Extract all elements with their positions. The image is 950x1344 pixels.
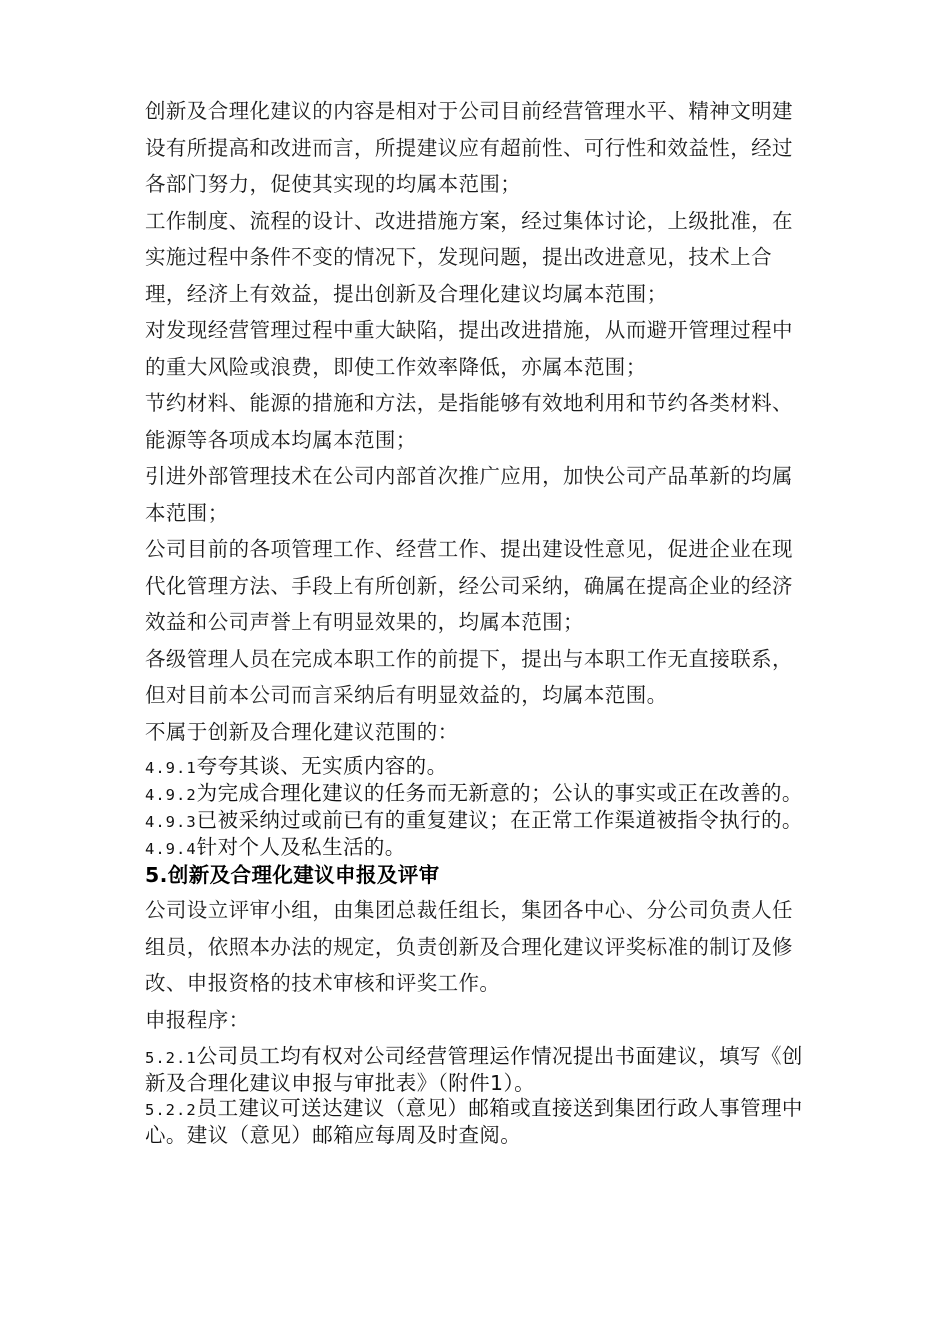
list-item [145,1044,813,1096]
exclusion-list [145,754,813,862]
item-number: 4.9.1 [145,759,197,777]
paragraph-procedure-intro: 申报程序： [145,1007,250,1032]
paragraph-external-tech: 引进外部管理技术在公司内部首次推广应用，加快公司产品革新的均属本范围； [145,464,793,525]
item-text: 夸夸其谈、无实质内容的。 [196,754,448,778]
document-body [145,93,813,1148]
list-item [145,754,813,781]
item-number: 5.2.1 [145,1049,197,1067]
list-item [145,1096,813,1148]
item-number: 4.9.2 [145,786,197,804]
item-text: 公司员工均有权对公司经营管理运作情况提出书面建议，填写《创新及合理化建议申报与审批表》（附件1）。 [145,1044,803,1095]
paragraph-review-team: 公司设立评审小组，由集团总裁任组长，集团各中心、分公司负责人任组员，依照本办法的规定，负责创新及合理化建议评奖标准的制订及修改、申报资格的技术审核和评奖工作。 [145,898,793,995]
paragraph-exclusions-intro: 不属于创新及合理化建议范围的： [145,719,459,744]
paragraph-saving-materials: 节约材料、能源的措施和方法，是指能够有效地利用和节约各类材料、能源等各项成本均属本范围； [145,391,793,452]
item-number: 5.2.2 [145,1101,197,1119]
list-item [145,835,813,862]
item-number: 4.9.4 [145,840,197,858]
item-number: 4.9.3 [145,813,197,831]
item-text: 已被采纳过或前已有的重复建议；在正常工作渠道被指令执行的。 [196,808,803,832]
procedure-list [145,1044,813,1148]
paragraph-managers: 各级管理人员在完成本职工作的前提下，提出与本职工作无直接联系，但对目前本公司而言采纳后有明显效益的，均属本范围。 [145,646,793,707]
paragraph-innovation-scope: 创新及合理化建议的内容是相对于公司目前经营管理水平、精神文明建设有所提高和改进而言，所提建议应有超前性、可行性和效益性，经过各部门努力，促使其实现的均属本范围； [145,99,793,196]
section-heading: 5.创新及合理化建议申报及评审 [145,863,440,887]
paragraph-process-design: 工作制度、流程的设计、改进措施方案，经过集体讨论，上级批准，在实施过程中条件不变的情况下，发现问题，提出改进意见，技术上合理，经济上有效益，提出创新及合理化建议均属本范围； [145,208,793,306]
paragraph-management-suggestions: 公司目前的各项管理工作、经营工作、提出建设性意见，促进企业在现代化管理方法、手段上有所创新，经公司采纳，确属在提高企业的经济效益和公司声誉上有明显效果的，均属本范围； [145,537,793,634]
item-text: 针对个人及私生活的。 [196,835,406,859]
list-item [145,781,813,808]
item-text: 员工建议可送达建议（意见）邮箱或直接送到集团行政人事管理中心。建议（意见）邮箱应每周及时查阅。 [145,1096,803,1147]
item-text: 为完成合理化建议的任务而无新意的；公认的事实或正在改善的。 [196,781,803,805]
list-item [145,808,813,835]
paragraph-major-defects: 对发现经营管理过程中重大缺陷，提出改进措施，从而避开管理过程中的重大风险或浪费，即使工作效率降低，亦属本范围； [145,318,793,379]
